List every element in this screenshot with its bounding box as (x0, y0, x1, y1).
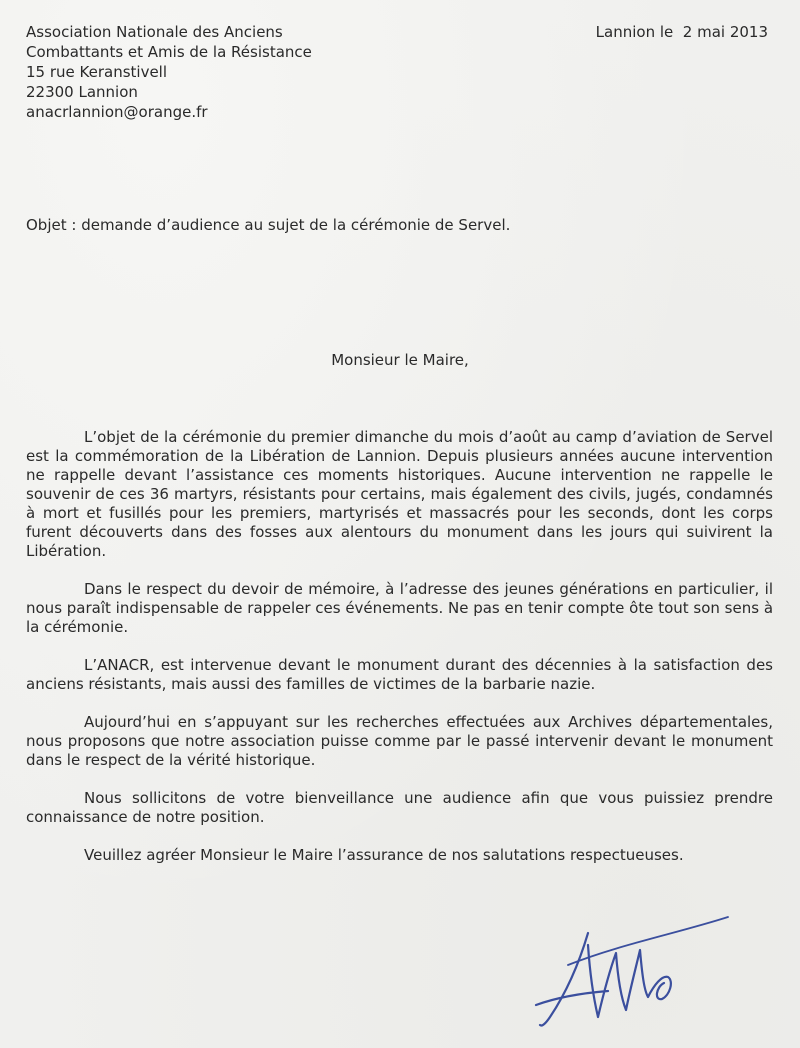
signature-stroke-main (536, 933, 671, 1026)
sender-city: 22300 Lannion (26, 83, 138, 101)
signature-stroke-flourish (568, 917, 728, 965)
letter-salutation: Monsieur le Maire, (331, 351, 469, 369)
sender-organization-line-1: Association Nationale des Anciens (26, 23, 283, 41)
handwritten-signature (528, 905, 738, 1035)
sender-address-block (26, 22, 312, 122)
sender-email: anacrlannion@orange.fr (26, 103, 208, 121)
body-paragraph-5: Nous sollicitons de votre bienveillance une audience afin que vous puissiez prendre connaissance de notre position. (26, 789, 773, 826)
body-paragraph-3: L’ANACR, est intervenue devant le monument durant des décennies à la satisfaction des anciens résistants, mais aussi des familles de victimes de la barbarie nazie. (26, 656, 773, 693)
letter-date: Lannion le 2 mai 2013 (595, 23, 768, 41)
body-paragraph-4: Aujourd’hui en s’appuyant sur les recherches effectuées aux Archives départementales, nous proposons que notre association puisse comme par le passé intervenir devant le monument dans le respect de la vérité historique. (26, 713, 773, 769)
sender-organization-line-2: Combattants et Amis de la Résistance (26, 43, 312, 61)
body-paragraph-2: Dans le respect du devoir de mémoire, à l’adresse des jeunes générations en particulier, il nous paraît indispensable de rappeler ces événements. Ne pas en tenir compte ôte tout son sens à la cérémonie. (26, 580, 774, 636)
letter-body (26, 428, 773, 884)
body-paragraph-1: L’objet de la cérémonie du premier dimanche du mois d’août au camp d’aviation de Servel est la commémoration de la Libération de Lannion. Depuis plusieurs années aucune intervention ne rappelle devant l’assistance ces moments historiques. Aucune intervention ne rappelle le souvenir de ces 36 martyrs, résistants pour certains, mais également des civils, jugés, condamnés à mort et fusillés pour les premiers, martyrisés et massacrés pour les seconds, dont les corps furent découverts dans des fosses aux alentours du monument dans les jours qui suivirent la Libération. (26, 428, 773, 560)
closing-formula: Veuillez agréer Monsieur le Maire l’assurance de nos salutations respectueuses. (84, 846, 684, 864)
letter-subject: Objet : demande d’audience au sujet de la cérémonie de Servel. (26, 216, 511, 234)
sender-street: 15 rue Keranstivell (26, 63, 168, 81)
